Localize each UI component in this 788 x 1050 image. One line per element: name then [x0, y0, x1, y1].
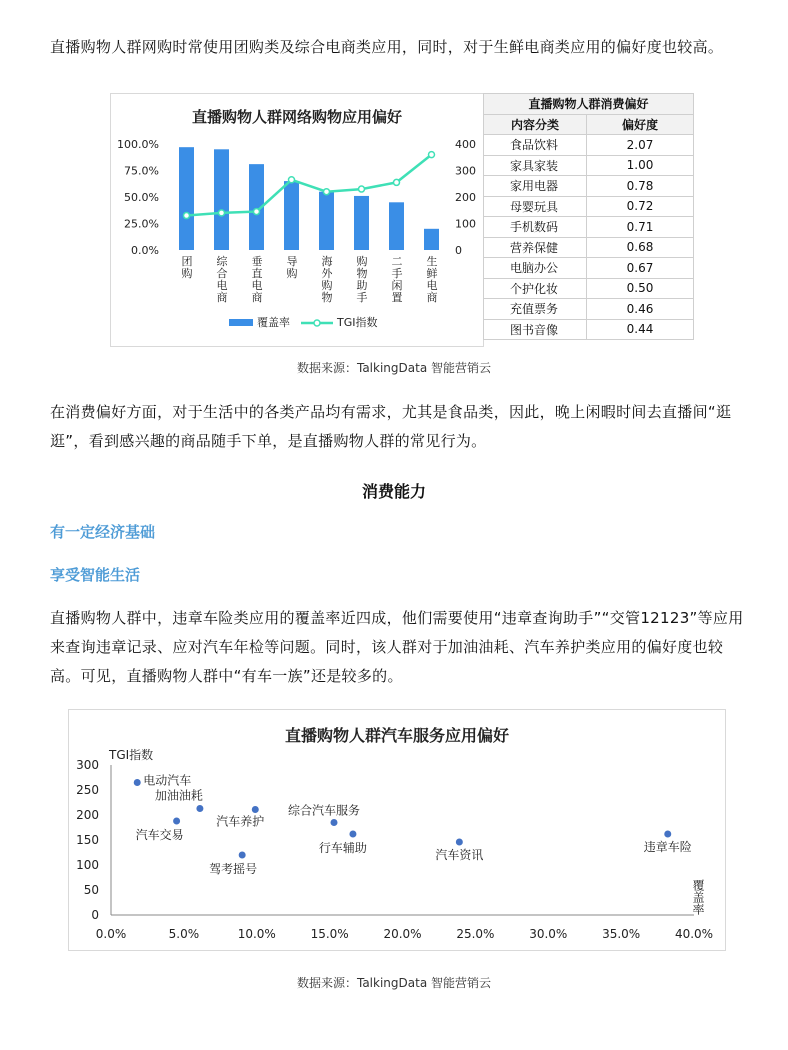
point-label: 加油油耗 — [154, 788, 203, 803]
right-axis-tick: 400 — [455, 138, 476, 151]
right-axis-tick: 100 — [455, 217, 476, 231]
left-axis-tick: 100.0% — [117, 138, 159, 151]
car-paragraph: 直播购物人群中，违章车险类应用的覆盖率近四成，他们需要使用“违章查询助手”“交管12123”等应用来查询违章记录、应对汽车年检等问题。同时，该人群对于加油油耗、汽车养护类应用的偏好度也较高。可见，直播购物人群中“有车一族”还是较多的。 — [50, 609, 744, 685]
subheading-smart-life: 享受智能生活 — [50, 566, 141, 584]
scatter-point-行车辅助 — [349, 831, 356, 838]
category-label: 团购 — [181, 255, 193, 280]
chart1-title: 直播购物人群网络购物应用偏好 — [191, 108, 403, 126]
bar-海外购物 — [319, 192, 334, 250]
section-title: 消费能力 — [361, 482, 426, 501]
point-label: 综合汽车服务 — [287, 803, 361, 818]
category-label: 二手闲置 — [391, 255, 403, 304]
y-axis-tick: 150 — [76, 833, 99, 847]
chart1-legend — [229, 315, 378, 329]
y-axis-tick: 250 — [76, 783, 99, 797]
legend-line-label: TGI指数 — [337, 316, 378, 329]
scatter-point-违章车险 — [664, 831, 671, 838]
subheading-economic: 有一定经济基础 — [50, 523, 156, 541]
table-row — [484, 237, 694, 258]
table-row — [484, 319, 694, 340]
table-row — [484, 299, 694, 320]
y-axis-tick: 300 — [76, 758, 99, 772]
x-axis-tick: 25.0% — [456, 927, 495, 941]
left-axis-tick: 50.0% — [124, 191, 159, 204]
table-cell-category: 家用电器 — [484, 176, 587, 197]
table-row — [484, 217, 694, 238]
scatter-chart-frame — [68, 709, 726, 951]
chart2-y-axis-label: TGI指数 — [109, 748, 154, 762]
scatter-point-综合汽车服务 — [330, 819, 337, 826]
table-cell-preference: 0.68 — [587, 237, 694, 258]
point-label: 违章车险 — [643, 840, 692, 854]
x-axis-tick: 5.0% — [168, 927, 200, 941]
x-axis-tick: 10.0% — [237, 927, 276, 941]
scatter-chart — [69, 710, 725, 950]
left-axis-tick: 75.0% — [124, 164, 159, 178]
table-cell-preference: 0.71 — [587, 217, 694, 238]
table-cell-preference: 0.67 — [587, 258, 694, 279]
bar-购物助手 — [354, 196, 369, 250]
bar-line-chart — [111, 94, 483, 346]
bar-二手闲置 — [389, 202, 404, 250]
tgi-point-垂直电商 — [254, 209, 260, 215]
tgi-point-生鲜电商 — [429, 152, 435, 158]
point-label: 汽车资讯 — [435, 848, 484, 862]
table-cell-preference: 1.00 — [587, 155, 694, 176]
table-cell-preference: 0.50 — [587, 278, 694, 299]
x-axis-tick: 0.0% — [95, 927, 127, 941]
right-axis-tick: 200 — [455, 191, 476, 204]
source-note-2: 数据来源：TalkingData 智能营销云 — [296, 976, 491, 990]
chart2-title: 直播购物人群汽车服务应用偏好 — [284, 726, 510, 745]
left-axis-tick: 0.0% — [131, 244, 159, 257]
consumption-preference-table — [483, 93, 694, 340]
bar-line-chart-frame — [110, 93, 484, 347]
bar-综合电商 — [214, 149, 229, 250]
bar-团购 — [179, 147, 194, 250]
table-title: 直播购物人群消费偏好 — [484, 94, 694, 115]
consumption-paragraph: 在消费偏好方面，对于生活中的各类产品均有需求，尤其是食品类，因此，晚上闲暇时间去直播间“逛逛”，看到感兴趣的商品随手下单，是直播购物人群的常见行为。 — [50, 403, 732, 450]
category-label: 海外购物 — [321, 255, 333, 304]
y-axis-tick: 100 — [76, 858, 99, 872]
x-axis-tick: 30.0% — [529, 927, 568, 941]
chart2-x-axis-label: 覆盖率 — [691, 879, 705, 915]
point-label: 电动汽车 — [143, 773, 192, 788]
tgi-point-二手闲置 — [394, 179, 400, 185]
table-cell-category: 充值票务 — [484, 299, 587, 320]
table-cell-category: 图书音像 — [484, 319, 587, 340]
table-row — [484, 155, 694, 176]
tgi-point-购物助手 — [359, 186, 365, 192]
table-row — [484, 135, 694, 156]
source-note-1: 数据来源：TalkingData 智能营销云 — [296, 361, 491, 375]
table-cell-category: 手机数码 — [484, 217, 587, 238]
scatter-point-汽车养护 — [252, 806, 259, 813]
x-axis-tick: 20.0% — [383, 927, 422, 941]
left-axis-tick: 25.0% — [124, 217, 159, 231]
table-cell-category: 电脑办公 — [484, 258, 587, 279]
scatter-point-汽车资讯 — [456, 839, 463, 846]
category-label: 导购 — [286, 255, 298, 280]
table-cell-preference: 2.07 — [587, 135, 694, 156]
scatter-point-加油油耗 — [196, 805, 203, 812]
table-cell-category: 食品饮料 — [484, 135, 587, 156]
table-header-category: 内容分类 — [484, 114, 587, 135]
scatter-point-电动汽车 — [134, 779, 141, 786]
bar-生鲜电商 — [424, 229, 439, 250]
table-cell-preference: 0.72 — [587, 196, 694, 217]
table-row — [484, 196, 694, 217]
point-label: 汽车交易 — [135, 828, 184, 842]
point-label: 行车辅助 — [318, 841, 367, 855]
table-cell-category: 营养保健 — [484, 237, 587, 258]
category-label: 购物助手 — [356, 255, 368, 304]
legend-line-marker — [314, 320, 320, 326]
table-row — [484, 258, 694, 279]
category-label: 生鲜电商 — [426, 255, 438, 304]
scatter-point-汽车交易 — [173, 818, 180, 825]
y-axis-tick: 50 — [83, 883, 99, 897]
point-label: 驾考摇号 — [209, 862, 258, 876]
scatter-point-驾考摇号 — [239, 852, 246, 859]
bar-导购 — [284, 181, 299, 250]
right-axis-tick: 0 — [455, 244, 462, 257]
legend-bar-swatch — [229, 319, 253, 326]
tgi-point-海外购物 — [324, 189, 330, 195]
right-axis-tick: 300 — [455, 164, 476, 178]
tgi-point-综合电商 — [219, 210, 225, 216]
x-axis-tick: 40.0% — [674, 927, 714, 941]
legend-bar-label: 覆盖率 — [257, 316, 290, 329]
point-label: 汽车养护 — [216, 814, 265, 829]
intro-paragraph: 直播购物人群网购时常使用团购类及综合电商类应用，同时，对于生鲜电商类应用的偏好度也较高。 — [50, 38, 724, 56]
y-axis-tick: 200 — [76, 808, 99, 822]
y-axis-tick: 0 — [91, 908, 99, 922]
table-header-preference: 偏好度 — [587, 114, 694, 135]
table-row — [484, 278, 694, 299]
category-label: 综合电商 — [216, 255, 228, 304]
x-axis-tick: 35.0% — [602, 927, 641, 941]
table-cell-category: 母婴玩具 — [484, 196, 587, 217]
table-cell-category: 个护化妆 — [484, 278, 587, 299]
category-label: 垂直电商 — [251, 255, 263, 304]
table-cell-preference: 0.46 — [587, 299, 694, 320]
table-cell-preference: 0.44 — [587, 319, 694, 340]
table-cell-preference: 0.78 — [587, 176, 694, 197]
table-row — [484, 176, 694, 197]
table-cell-category: 家具家装 — [484, 155, 587, 176]
tgi-point-导购 — [289, 177, 295, 183]
tgi-point-团购 — [184, 213, 190, 219]
x-axis-tick: 15.0% — [310, 927, 349, 941]
